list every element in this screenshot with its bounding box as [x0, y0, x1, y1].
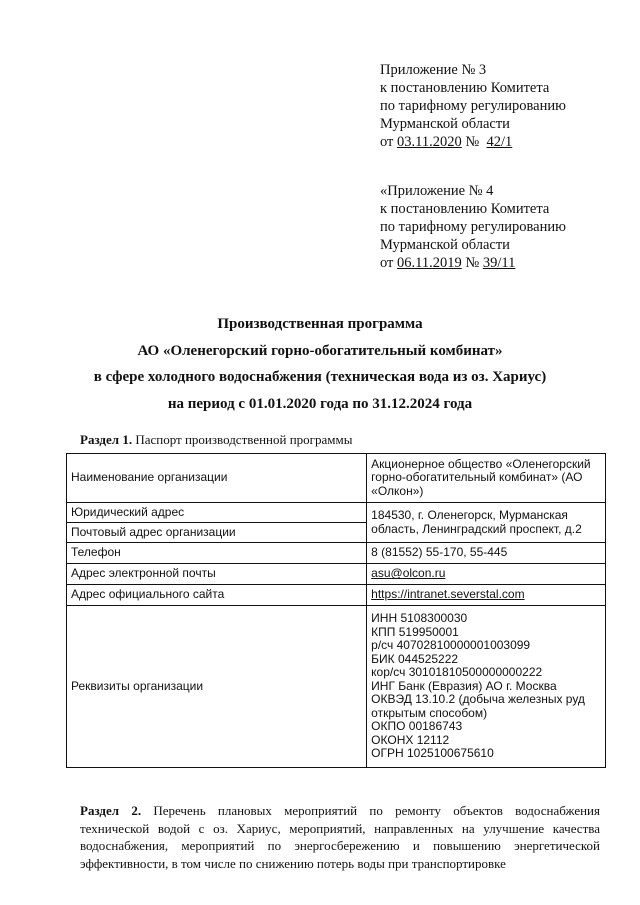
- table-row: [67, 543, 606, 564]
- okpo: ОКПО 00186743: [371, 719, 463, 733]
- resolution-date: 03.11.2020: [397, 134, 462, 150]
- document-title: [0, 311, 640, 417]
- org-name-value: Акционерное общество «Оленегорский горно-обогатительный комбинат» (АО «Олкон»): [367, 454, 606, 503]
- table-row: [67, 454, 606, 503]
- appendix-line: Мурманской области: [380, 116, 510, 132]
- appendix-line: «Приложение № 4: [380, 183, 494, 199]
- appendix-line: Приложение № 3: [380, 62, 487, 78]
- number-prefix: №: [461, 134, 487, 150]
- appendix-line: Мурманской области: [380, 237, 510, 253]
- passport-table: [66, 453, 606, 768]
- table-row: [67, 606, 606, 768]
- date-prefix: от: [380, 255, 398, 271]
- section-1-title: Паспорт производственной программы: [132, 432, 353, 447]
- appendix-header-previous: [380, 182, 630, 272]
- number-prefix: №: [461, 255, 483, 271]
- ogrn: ОГРН 1025100675610: [371, 746, 494, 760]
- settlement-account: р/сч 40702810000001003099: [371, 638, 531, 652]
- section-2-label: Раздел 2.: [80, 803, 142, 818]
- phone-value: 8 (81552) 55-170, 55-445: [367, 543, 606, 564]
- title-line-1: Производственная программа: [217, 316, 423, 332]
- appendix-line: по тарифному регулированию: [380, 219, 566, 235]
- section-2-paragraph: [80, 802, 600, 872]
- kpp: КПП 519950001: [371, 624, 459, 639]
- title-line-4: на период с 01.01.2020 года по 31.12.2024 года: [167, 395, 473, 412]
- appendix-line: к постановлению Комитета: [380, 201, 550, 217]
- table-row: [67, 503, 606, 523]
- bank: ИНГ Банк (Евразия) АО г. Москва: [371, 678, 557, 693]
- website-link[interactable]: https://intranet.severstal.com: [371, 587, 525, 602]
- table-row: [67, 564, 606, 585]
- email-value-cell: [367, 564, 606, 585]
- website-label: Адрес официального сайта: [67, 585, 367, 606]
- requisites-label: Реквизиты организации: [67, 606, 367, 768]
- title-line-2: АО «Оленегорский горно-обогатительный комбинат»: [137, 342, 503, 359]
- website-value-cell: [367, 585, 606, 606]
- okved: ОКВЭД 13.10.2 (добыча железных руд открытым способом): [371, 692, 585, 720]
- correspondent-account: кор/сч 30101810500000000222: [371, 665, 543, 679]
- appendix-date-line: [380, 254, 630, 272]
- legal-address-label: Юридический адрес: [67, 503, 367, 523]
- address-value: 184530, г. Оленегорск, Мурманская область, Ленинградский проспект, д.2: [367, 503, 606, 543]
- appendix-line: по тарифному регулированию: [380, 98, 566, 114]
- appendix-date-line: [380, 133, 630, 151]
- date-prefix: от: [380, 134, 398, 150]
- title-line-3: в сфере холодного водоснабжения (техническая вода из оз. Хариус): [93, 369, 547, 385]
- appendix-header-current: [380, 61, 630, 151]
- email-label: Адрес электронной почты: [67, 564, 367, 585]
- inn: ИНН 5108300030: [371, 611, 468, 625]
- resolution-date: 06.11.2019: [397, 255, 462, 271]
- section-1-label: Раздел 1.: [80, 432, 133, 447]
- section-1-heading: [80, 432, 352, 448]
- email-link[interactable]: asu@olcon.ru: [371, 566, 446, 581]
- appendix-line: к постановлению Комитета: [380, 80, 550, 96]
- okonh: ОКОНХ 12112: [371, 732, 450, 747]
- resolution-number: 39/11: [482, 255, 516, 271]
- table-row: [67, 585, 606, 606]
- resolution-number: 42/1: [486, 134, 513, 150]
- phone-label: Телефон: [67, 543, 367, 564]
- requisites-value: [367, 606, 606, 768]
- org-name-label: Наименование организации: [67, 454, 367, 503]
- bik: БИК 044525222: [371, 651, 459, 666]
- postal-address-label: Почтовый адрес организации: [67, 523, 367, 543]
- section-2-text: Перечень плановых мероприятий по ремонту объектов водоснабжения технической водой с оз. Хариус, мероприятий, направленных на улучшение качества водоснабжения, мероприятий по энергосбережению и повышению энергетической эффективности, в том числе по снижению потерь воды при транспортировке: [80, 803, 600, 871]
